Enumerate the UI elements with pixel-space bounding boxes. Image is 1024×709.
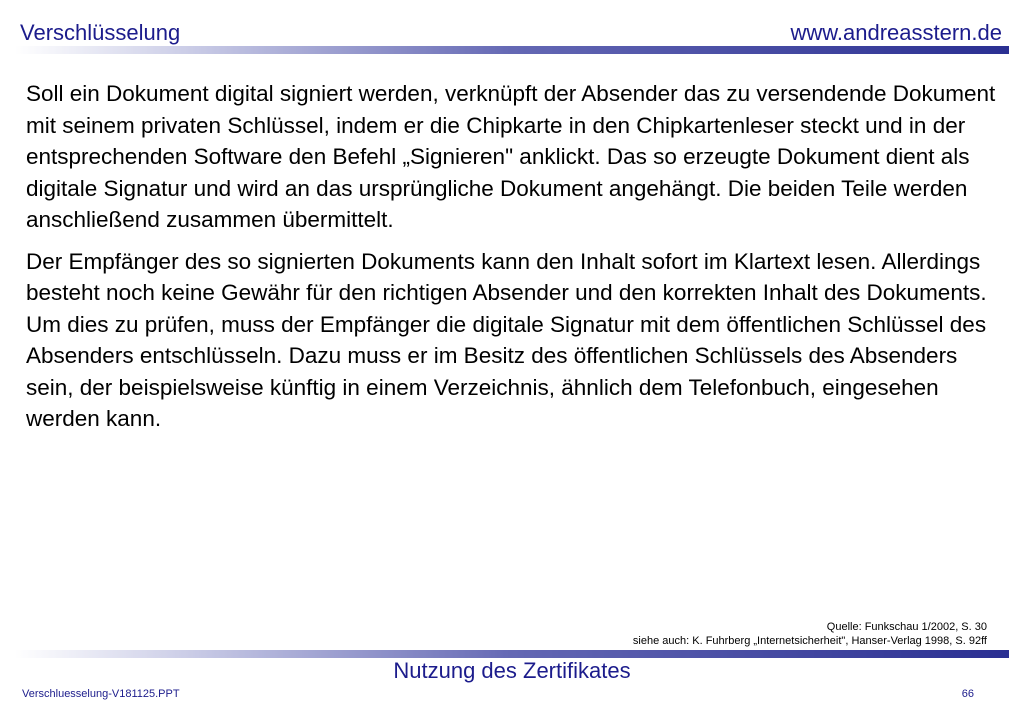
source-line-secondary: siehe auch: K. Fuhrberg „Internetsicherheit", Hanser-Verlag 1998, S. 92ff (632, 635, 987, 647)
slide-body (26, 78, 1001, 435)
source-citation (633, 620, 987, 648)
section-title: Nutzung des Zertifikates (393, 658, 631, 683)
source-line-primary: Quelle: Funkschau 1/2002, S. 30 (826, 621, 987, 633)
footer-filename: Verschluesselung-V181125.PPT (22, 688, 180, 700)
header-divider (15, 46, 1009, 54)
paragraph-verification: Der Empfänger des so signierten Dokuments kann den Inhalt sofort im Klartext lesen. Allerdings besteht noch keine Gewähr für den richtigen Absender und den korrekten Inhalt des Dokuments. Um dies zu prüfen, muss der Empfänger die digitale Signatur mit dem öffentlichen Schlüssel des Absenders entschlüsseln. Dazu muss er im Besitz des öffentlichen Schlüssels des Absenders sein, der beispielsweise künftig in einem Verzeichnis, ähnlich dem Telefonbuch, eingesehen werden kann. (26, 248, 987, 431)
paragraph-signing: Soll ein Dokument digital signiert werden, verknüpft der Absender das zu versendende Dokument mit seinem privaten Schlüssel, indem er die Chipkarte in den Chipkartenleser steckt und in der entsprechenden Software den Befehl „Signieren" anklickt. Das so erzeugte Dokument dient als digitale Signatur und wird an das ursprüngliche Dokument angehängt. Die beiden Teile werden anschließend zusammen übermittelt. (26, 81, 996, 232)
header-url[interactable]: www.andreasstern.de (790, 20, 1002, 45)
header-title: Verschlüsselung (20, 20, 181, 45)
footer-divider (15, 650, 1009, 658)
page-number: 66 (961, 688, 974, 700)
